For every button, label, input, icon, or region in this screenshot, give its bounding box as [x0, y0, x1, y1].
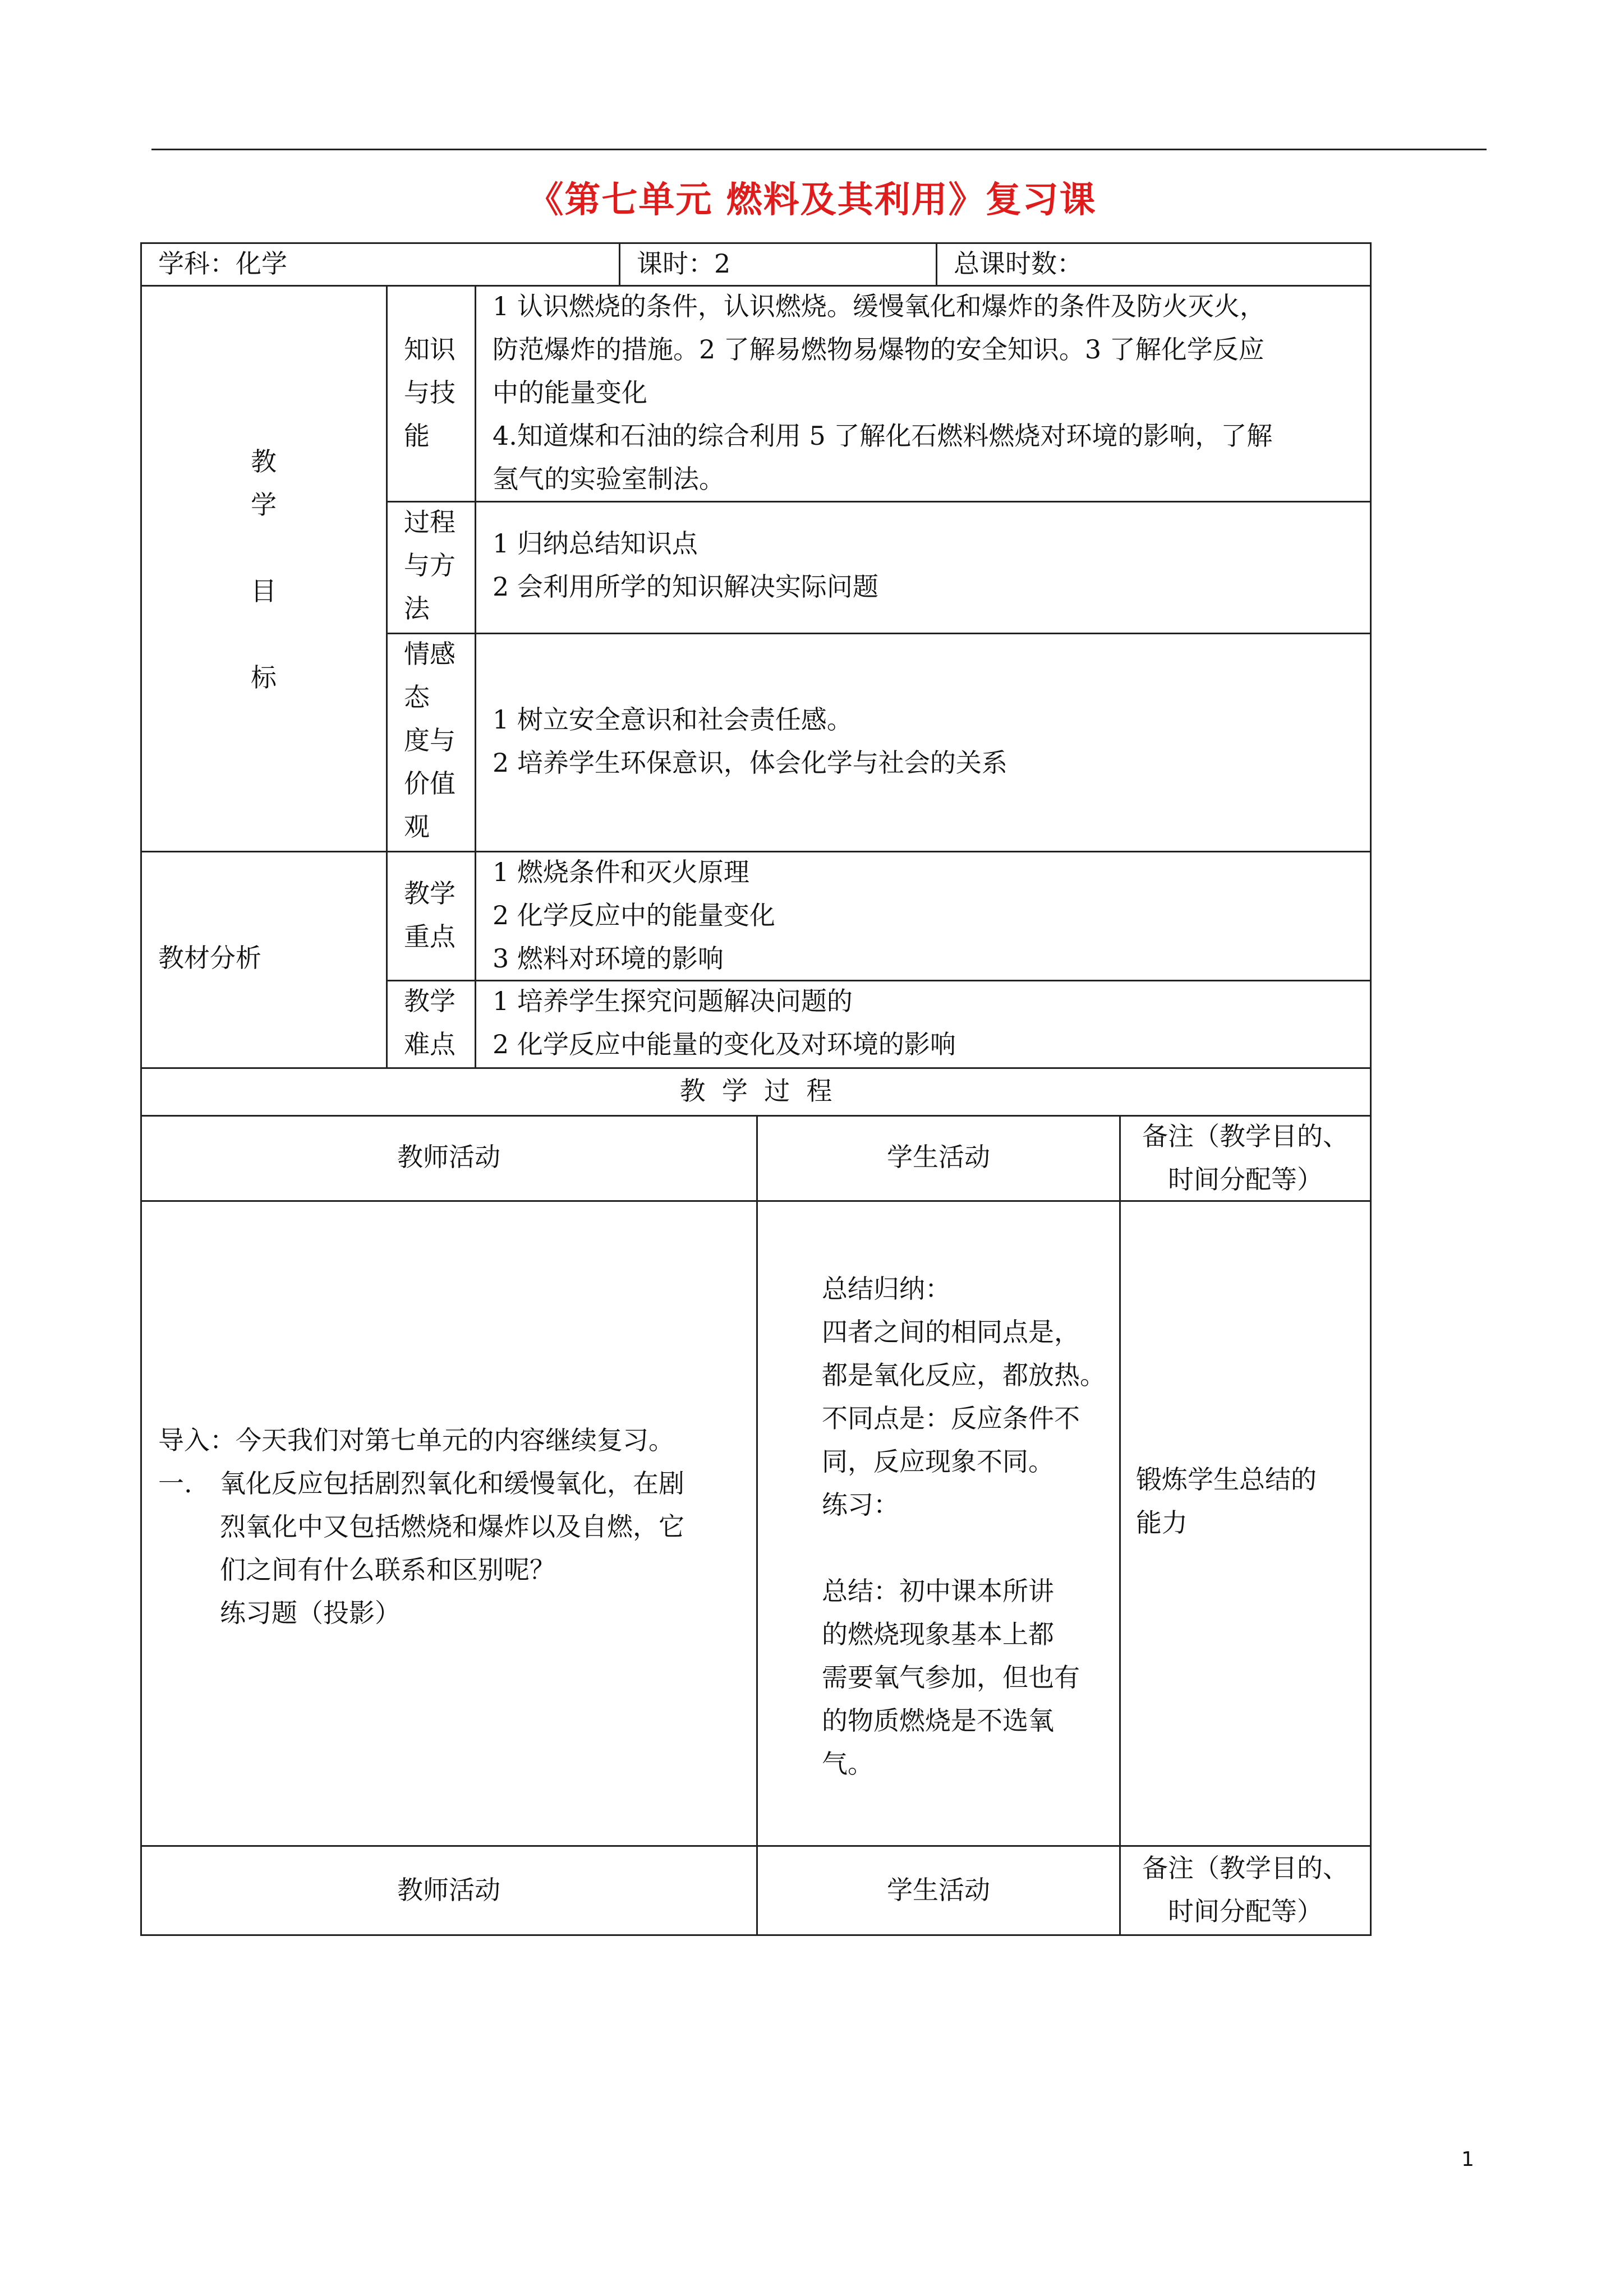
student-activity-header: 学生活动 [887, 1142, 990, 1172]
knowledge-content: 1 认识燃烧的条件，认识燃烧。缓慢氧化和爆炸的条件及防火灭火， 防范爆炸的措施。2 了解易燃物易爆物的安全知识。3 了解化学反应 中的能量变化 4.知道煤和石油的综合利用 5 了解化石燃料燃烧对环境的影响，了解 氢气的实验室制法。 [493, 291, 1273, 494]
total-periods-cell: 总课时数： [954, 248, 1083, 279]
process-label: 过程 与方 法 [404, 507, 456, 624]
note-header-2: 备注（教学目的、 时间分配等） [1142, 1853, 1349, 1926]
process-content: 1 归纳总结知识点 2 会利用所学的知识解决实际问题 [493, 528, 878, 602]
key-points-content: 1 燃烧条件和灭火原理 2 化学反应中的能量变化 3 燃料对环境的影响 [493, 857, 775, 974]
difficult-points-content: 1 培养学生探究问题解决问题的 2 化学反应中能量的变化及对环境的影响 [493, 986, 956, 1059]
page-number: 1 [1461, 2148, 1474, 2171]
student-activity-header-2: 学生活动 [887, 1875, 990, 1905]
teacher-activity-header: 教师活动 [397, 1142, 500, 1172]
teaching-process-title: 教 学 过 程 [679, 1076, 832, 1106]
intro-text: 导入：今天我们对第七单元的内容继续复习。 [158, 1425, 674, 1455]
list-marker: 一. [158, 1468, 192, 1499]
oxidation-question: 氧化反应包括剧烈氧化和缓慢氧化，在剧 烈氧化中又包括燃烧和爆炸以及自燃，它 们之间有什么联系和区别呢？ 练习题（投影） [220, 1468, 684, 1628]
key-points-label: 教学 重点 [404, 878, 456, 952]
teacher-activity-header-2: 教师活动 [397, 1875, 500, 1905]
emotion-label: 情感 态 度与 价值 观 [404, 639, 456, 842]
page-title: 《第七单元 燃料及其利用》复习课 [527, 179, 1097, 221]
note-header: 备注（教学目的、 时间分配等） [1142, 1121, 1349, 1195]
period-cell: 课时：2 [637, 248, 731, 279]
difficult-points-label: 教学 难点 [404, 986, 456, 1059]
header-rule [151, 149, 1487, 150]
objectives-label: 教 学 目 标 [251, 446, 277, 693]
subject-cell: 学科：化学 [158, 248, 287, 279]
material-label: 教材分析 [158, 943, 261, 973]
student-summary: 总结归纳： 四者之间的相同点是， 都是氧化反应，都放热。 不同点是：反应条件不 同，反应现象不同。 练习： 总结：初中课本所讲 的燃烧现象基本上都 需要氧气参加，但也有 的物质燃烧是不选氧 气。 [822, 1274, 1106, 1779]
emotion-content: 1 树立安全意识和社会责任感。 2 培养学生环保意识，体会化学与社会的关系 [493, 704, 1007, 778]
knowledge-label: 知识 与技 能 [404, 334, 456, 451]
note-content: 锻炼学生总结的 能力 [1136, 1464, 1317, 1538]
